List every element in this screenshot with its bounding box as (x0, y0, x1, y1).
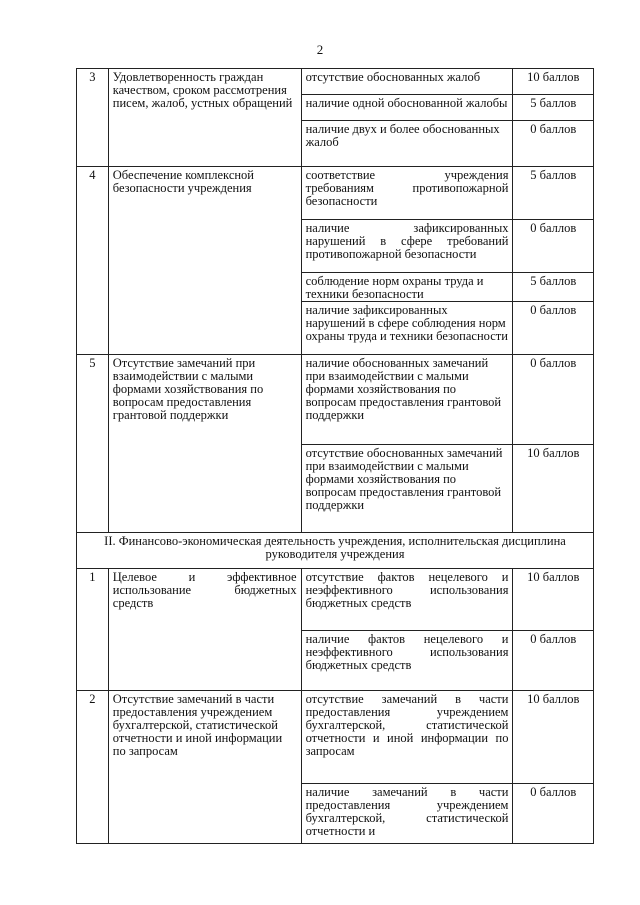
table-row (77, 69, 594, 95)
points-cell: 10 баллов (513, 691, 594, 784)
points-cell: 0 баллов (513, 355, 594, 445)
condition-cell: отсутствие фактов нецелевого и неэффективного использования бюджетных средств (301, 569, 513, 631)
condition-cell: соблюдение норм охраны труда и техники безопасности (301, 273, 513, 302)
condition-cell: наличие двух и более обоснованных жалоб (301, 121, 513, 167)
criterion-cell: Обеспечение комплексной безопасности учреждения (108, 167, 301, 355)
table-row (77, 355, 594, 445)
condition-cell: наличие замечаний в части предоставления учреждением бухгалтерской, статистической отчетности и (301, 784, 513, 844)
condition-cell: отсутствие обоснованных замечаний при взаимодействии с малыми формами хозяйствования по вопросам предоставления грантовой поддержки (301, 445, 513, 533)
condition-cell: наличие обоснованных замечаний при взаимодействии с малыми формами хозяйствования по вопросам предоставления грантовой поддержки (301, 355, 513, 445)
criterion-cell: Удовлетворенность граждан качеством, сроком рассмотрения писем, жалоб, устных обращений (108, 69, 301, 167)
points-cell: 5 баллов (513, 273, 594, 302)
table-row (77, 167, 594, 220)
points-cell: 0 баллов (513, 220, 594, 273)
points-cell: 0 баллов (513, 121, 594, 167)
section-header-row (77, 533, 594, 569)
condition-cell: отсутствие замечаний в части предоставления учреждением бухгалтерской, статистической отчетности и иной информации по запросам (301, 691, 513, 784)
points-cell: 0 баллов (513, 784, 594, 844)
condition-cell: отсутствие обоснованных жалоб (301, 69, 513, 95)
criterion-cell: Целевое и эффективное использование бюджетных средств (108, 569, 301, 691)
condition-cell: наличие одной обоснованной жалобы (301, 95, 513, 121)
table-row (77, 691, 594, 784)
row-number: 2 (77, 691, 109, 844)
criterion-cell: Отсутствие замечаний при взаимодействии с малыми формами хозяйствования по вопросам предоставления грантовой поддержки (108, 355, 301, 533)
table-row (77, 569, 594, 631)
condition-cell: наличие зафиксированных нарушений в сфере требований противопожарной безопасности (301, 220, 513, 273)
condition-cell: наличие зафиксированных нарушений в сфере соблюдения норм охраны труда и техники безопасности (301, 302, 513, 355)
points-cell: 0 баллов (513, 631, 594, 691)
page-number: 2 (316, 42, 324, 57)
points-cell: 10 баллов (513, 69, 594, 95)
points-cell: 0 баллов (513, 302, 594, 355)
row-number: 3 (77, 69, 109, 167)
condition-cell: соответствие учреждения требованиям противопожарной безопасности (301, 167, 513, 220)
condition-cell: наличие фактов нецелевого и неэффективного использования бюджетных средств (301, 631, 513, 691)
points-cell: 5 баллов (513, 167, 594, 220)
criteria-table (76, 68, 594, 844)
section-title: II. Финансово-экономическая деятельность учреждения, исполнительская дисциплина руководителя учреждения (77, 533, 594, 569)
row-number: 5 (77, 355, 109, 533)
row-number: 1 (77, 569, 109, 691)
points-cell: 10 баллов (513, 569, 594, 631)
criterion-cell: Отсутствие замечаний в части предоставления учреждением бухгалтерской, статистической отчетности и иной информации по запросам (108, 691, 301, 844)
points-cell: 10 баллов (513, 445, 594, 533)
row-number: 4 (77, 167, 109, 355)
points-cell: 5 баллов (513, 95, 594, 121)
